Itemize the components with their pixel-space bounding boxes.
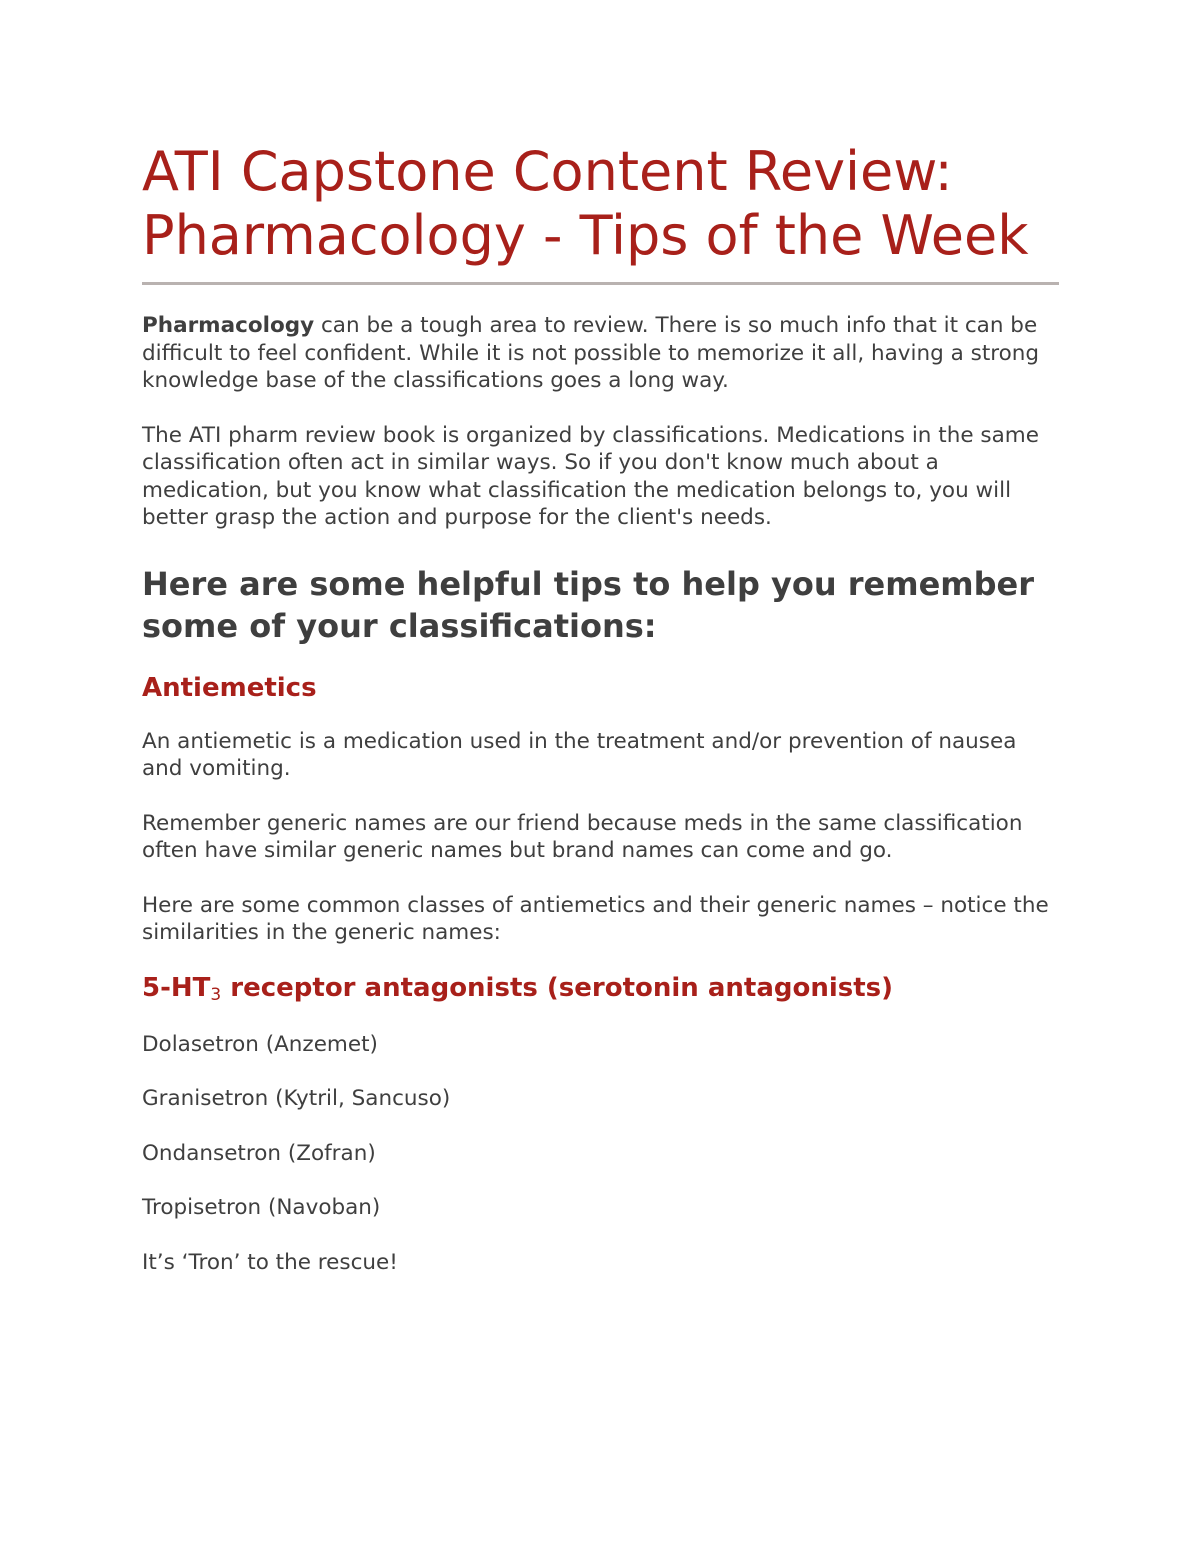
serotonin-heading-prefix: 5-HT xyxy=(142,972,211,1003)
drug-item: Ondansetron (Zofran) xyxy=(142,1140,376,1166)
tips-heading: Here are some helpful tips to help you remember some of your classifications: xyxy=(142,564,1035,645)
intro-paragraph xyxy=(142,312,1062,395)
generic-names-note: Remember generic names are our friend because meds in the same classification often have similar generic names but brand names can come and go. xyxy=(142,810,1023,863)
serotonin-heading-subscript: 3 xyxy=(210,984,222,1005)
intro-lead-bold: Pharmacology xyxy=(142,313,315,338)
drug-item: Tropisetron (Navoban) xyxy=(142,1195,381,1220)
drug-item: Dolasetron (Anzemet) xyxy=(142,1031,378,1057)
antiemetic-definition: An antiemetic is a medication used in the treatment and/or prevention of nausea and vomiting. xyxy=(142,728,1017,781)
title-divider xyxy=(142,282,1059,285)
drug-item: Granisetron (Kytril, Sancuso) xyxy=(142,1086,451,1111)
page-title: ATI Capstone Content Review: Pharmacology - Tips of the Week xyxy=(142,140,1029,267)
classification-paragraph: The ATI pharm review book is organized by classifications. Medications in the same classification often act in similar ways. So if you don't know much about a medication, but you know what classification the medication belongs to, you will better grasp the action and purpose for the client's needs. xyxy=(142,422,1039,530)
serotonin-heading-suffix: receptor antagonists (serotonin antagonists) xyxy=(221,972,894,1003)
mnemonic-line: It’s ‘Tron’ to the rescue! xyxy=(142,1249,398,1275)
serotonin-antagonists-heading xyxy=(142,971,1062,1008)
antiemetics-heading: Antiemetics xyxy=(142,672,317,703)
intro-lead-rest: can be a tough area to review. There is so much info that it can be difficult to feel confident. While it is not possible to memorize it all, having a strong knowledge base of the classifications goes a long way. xyxy=(142,313,1040,393)
document-page xyxy=(142,140,1062,1276)
common-classes-note: Here are some common classes of antiemetics and their generic names – notice the similarities in the generic names: xyxy=(142,892,1049,945)
